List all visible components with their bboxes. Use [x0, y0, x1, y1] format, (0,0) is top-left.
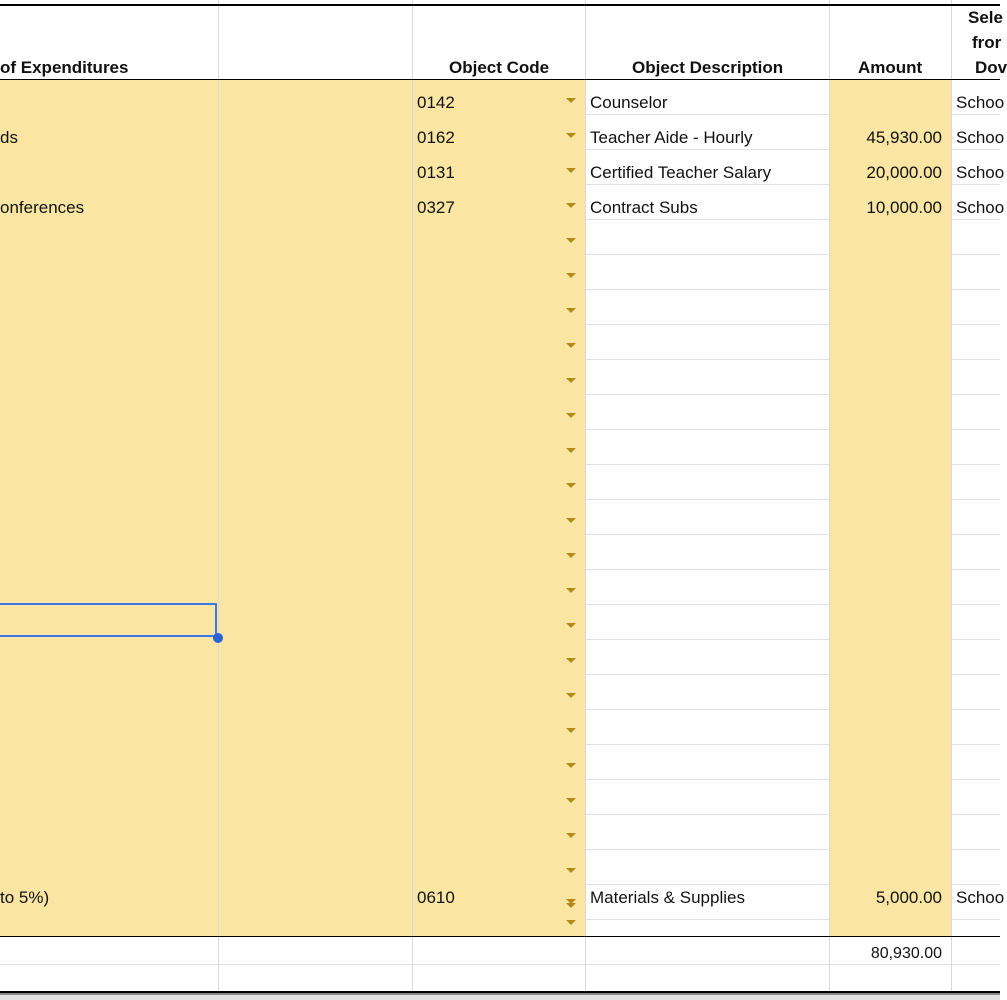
row-divider	[585, 359, 829, 360]
object-description-cell[interactable]: Materials & Supplies	[590, 888, 745, 907]
dropdown-arrow-icon[interactable]	[566, 133, 576, 138]
row-divider	[951, 149, 1000, 150]
object-code-cell[interactable]: 0327	[417, 198, 455, 217]
row-divider	[585, 534, 829, 535]
row-divider	[585, 604, 829, 605]
row-divider	[585, 499, 829, 500]
dropdown-arrow-icon[interactable]	[566, 658, 576, 663]
object-description-cell[interactable]: Contract Subs	[590, 198, 698, 217]
row-divider	[585, 219, 829, 220]
row-divider	[951, 219, 1000, 220]
amount-cell[interactable]: 5,000.00	[875, 888, 942, 907]
row-divider	[951, 604, 1000, 605]
dropdown-arrow-icon[interactable]	[566, 693, 576, 698]
dropdown-arrow-icon[interactable]	[566, 728, 576, 733]
row-divider	[585, 429, 829, 430]
row-divider	[585, 324, 829, 325]
row-divider	[951, 394, 1000, 395]
object-description-cell[interactable]: Counselor	[590, 93, 668, 112]
header-amount[interactable]: Amount	[858, 58, 923, 77]
cell-selection[interactable]	[0, 603, 217, 637]
dropdown-arrow-icon[interactable]	[566, 448, 576, 453]
dropdown-arrow-icon[interactable]	[566, 868, 576, 873]
row-divider	[585, 569, 829, 570]
row-divider	[585, 884, 829, 885]
header-object-description[interactable]: Object Description	[632, 58, 784, 77]
expenditure-cell[interactable]: onferences	[0, 198, 85, 217]
select-cell[interactable]: Schoo	[956, 128, 1005, 147]
object-description-cell[interactable]: Teacher Aide - Hourly	[590, 128, 753, 147]
row-divider	[951, 884, 1000, 885]
row-divider	[951, 744, 1000, 745]
expenditure-cell[interactable]: to 5%)	[0, 888, 50, 907]
row-divider	[951, 919, 1000, 920]
row-divider	[585, 639, 829, 640]
row-divider	[951, 814, 1000, 815]
row-divider	[951, 499, 1000, 500]
object-code-cell[interactable]: 0142	[417, 93, 455, 112]
dropdown-arrow-icon[interactable]	[566, 203, 576, 208]
row-divider	[585, 744, 829, 745]
row-divider	[585, 394, 829, 395]
row-divider	[585, 114, 829, 115]
amount-cell[interactable]: 45,930.00	[866, 128, 942, 147]
select-cell[interactable]: Schoo	[956, 198, 1005, 217]
expenditures-fill	[0, 80, 585, 936]
total-amount[interactable]: 80,930.00	[870, 945, 942, 962]
row-divider	[951, 569, 1000, 570]
row-divider	[951, 534, 1000, 535]
select-cell[interactable]: Schoo	[956, 93, 1005, 112]
dropdown-arrow-icon[interactable]	[566, 98, 576, 103]
dropdown-arrow-icon[interactable]	[566, 763, 576, 768]
amount-cell[interactable]: 20,000.00	[866, 163, 942, 182]
dropdown-arrow-icon[interactable]	[566, 798, 576, 803]
row-divider	[951, 674, 1000, 675]
row-divider	[951, 184, 1000, 185]
row-divider	[951, 254, 1000, 255]
header-select-line3[interactable]: Dov	[975, 58, 1007, 77]
dropdown-arrow-icon[interactable]	[566, 518, 576, 523]
dropdown-arrow-icon[interactable]	[566, 483, 576, 488]
select-cell[interactable]: Schoo	[956, 888, 1005, 907]
row-divider	[951, 779, 1000, 780]
row-divider	[585, 779, 829, 780]
row-divider	[585, 254, 829, 255]
row-divider	[951, 639, 1000, 640]
row-divider	[585, 919, 829, 920]
header-select-line2[interactable]: fror	[972, 33, 1002, 52]
row-divider	[951, 464, 1000, 465]
dropdown-arrow-icon[interactable]	[566, 413, 576, 418]
row-divider	[585, 464, 829, 465]
row-divider	[585, 289, 829, 290]
dropdown-arrow-icon[interactable]	[566, 588, 576, 593]
horizontal-scrollbar[interactable]	[0, 993, 1000, 1000]
amount-cell[interactable]: 10,000.00	[866, 198, 942, 217]
row-divider	[585, 849, 829, 850]
dropdown-arrow-icon[interactable]	[566, 273, 576, 278]
row-divider	[951, 114, 1000, 115]
row-divider	[585, 674, 829, 675]
row-divider	[585, 814, 829, 815]
row-divider	[585, 184, 829, 185]
object-code-cell[interactable]: 0131	[417, 163, 455, 182]
dropdown-arrow-icon[interactable]	[566, 899, 576, 904]
dropdown-arrow-icon[interactable]	[566, 553, 576, 558]
header-select-line1[interactable]: Sele	[968, 8, 1003, 27]
dropdown-arrow-icon[interactable]	[566, 833, 576, 838]
object-description-cell[interactable]: Certified Teacher Salary	[590, 163, 772, 182]
row-divider	[951, 324, 1000, 325]
select-cell[interactable]: Schoo	[956, 163, 1005, 182]
dropdown-arrow-icon[interactable]	[566, 623, 576, 628]
row-divider	[585, 709, 829, 710]
dropdown-arrow-icon[interactable]	[566, 168, 576, 173]
object-code-cell[interactable]: 0610	[417, 888, 455, 907]
dropdown-arrow-icon[interactable]	[566, 920, 576, 925]
row-divider	[951, 429, 1000, 430]
header-expenditures[interactable]: of Expenditures	[0, 58, 129, 77]
dropdown-arrow-icon[interactable]	[566, 238, 576, 243]
row-divider	[585, 149, 829, 150]
row-divider	[951, 289, 1000, 290]
expenditure-cell[interactable]: ds	[0, 128, 18, 147]
dropdown-arrow-icon[interactable]	[566, 378, 576, 383]
object-code-cell[interactable]: 0162	[417, 128, 455, 147]
header-object-code[interactable]: Object Code	[449, 58, 550, 77]
dropdown-arrow-icon[interactable]	[566, 343, 576, 348]
row-divider	[951, 359, 1000, 360]
row-divider	[951, 709, 1000, 710]
row-divider	[951, 849, 1000, 850]
dropdown-arrow-icon[interactable]	[566, 308, 576, 313]
selection-fill-handle[interactable]	[213, 633, 223, 643]
